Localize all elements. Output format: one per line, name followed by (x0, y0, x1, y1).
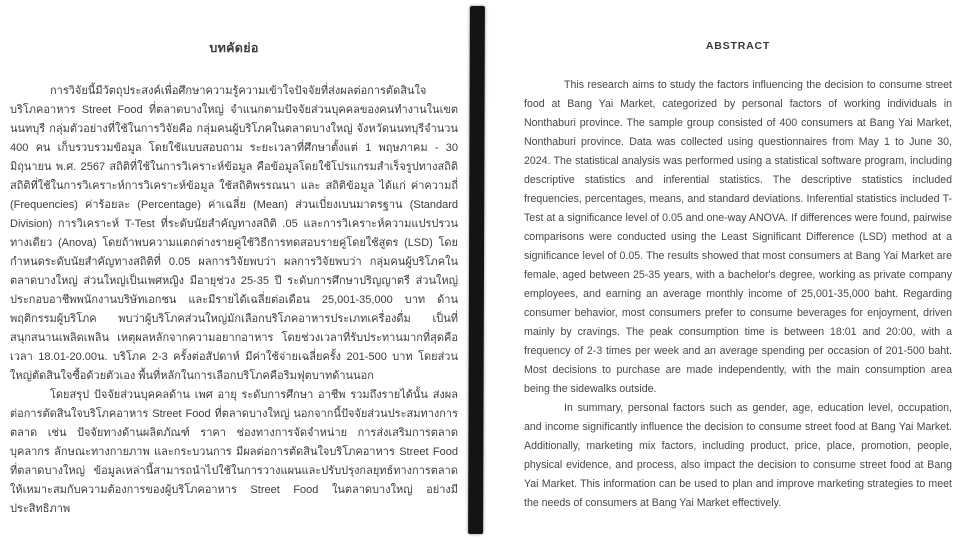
left-page-body (10, 82, 458, 519)
right-page-title: ABSTRACT (705, 40, 771, 52)
thai-abstract-paragraph-1: การวิจัยนี้มีวัตถุประสงค์เพื่อศึกษาความรู้ความเข้าใจปัจจัยที่ส่งผลต่อการตัดสินใจบริโภคอาหาร Street Food ที่ตลาดบางใหญ่ จำแนกตามปัจจัยส่วนบุคคลของคนทำงานในเขตนนทบุรี กลุ่มตัวอย่างที่ใช้ในการวิจัยคือ กลุ่มคนผู้บริโภคในตลาดบางใหญ่ จังหวัดนนทบุรีจำนวน 400 คน เก็บรวบรวมข้อมูล โดยใช้แบบสอบถาม ระยะเวลาที่ศึกษาตั้งแต่ 1 พฤษภาคม - 30 มิถุนายน พ.ศ. 2567 สถิติที่ใช้ในการวิเคราะห์ข้อมูล คือข้อมูลโดยใช้โปรแกรมสำเร็จรูปทางสถิติ สถิติที่ใช้ในการวิเคราะห์การวิเคราะห์ข้อมูล ใช้สถิติพรรณนา และ สถิติข้อมูล ได้แก่ ค่าความถี่ (Frequencies) ค่าร้อยละ (Percentage) ค่าเฉลี่ย (Mean) ส่วนเบี่ยงเบนมาตรฐาน (Standard Division) การวิเคราะห์ T-Test ที่ระดับนัยสำคัญทางสถิติ .05 และการวิเคราะห์ความแปรปรวนทางเดียว (Anova) โดยถ้าพบความแตกต่างรายคู่ใช้วิธีการทดสอบรายคู่โดยใช้สูตร (LSD) โดยกำหนดระดับนัยสำคัญทางสถิติที่ 0.05 ผลการวิจัยพบว่า ผลการวิจัยพบว่า กลุ่มคนผู้บริโภคในตลาดบางใหญ่ ส่วนใหญ่เป็นเพศหญิง มีอายุช่วง 25-35 ปี ระดับการศึกษาปริญญาตรี ส่วนใหญ่ประกอบอาชีพพนักงานบริษัทเอกชน และมีรายได้เฉลี่ยต่อเดือน 25,001-35,000 บาท ด้านพฤติกรรมผู้บริโภค พบว่าผู้บริโภคส่วนใหญ่มักเลือกบริโภคอาหารประเภทเครื่องดื่ม เป็นที่สนุกสนานเพลิดเพลิน เหตุผลหลักจากความอยากอาหาร โดยช่วงเวลาที่รับประทานมากที่สุดคือเวลา 18.01-20.00น. บริโภค 2-3 ครั้งต่อสัปดาห์ มีค่าใช้จ่ายเฉลี่ยครั้ง 201-500 บาท โดยส่วนใหญ่ตัดสินใจซื้อด้วยตัวเอง พื้นที่หลักในการเลือกบริโภคคือริมฟุตบาทด้านนอก (10, 85, 458, 382)
page-left-thai-abstract (10, 0, 458, 540)
book-spine-divider (468, 6, 485, 534)
left-page-title: บทคัดย่อ (209, 41, 259, 55)
page-right-english-abstract (524, 0, 952, 540)
english-abstract-paragraph-2: In summary, personal factors such as gender, age, education level, occupation, and income significantly influence the decision to consume street food at Bang Yai Market. Additionally, marketing mix factors, including product, price, place, promotion, people, physical evidence, and process, also impact the decision to consume street food at Bang Yai Market. This information can be used to plan and improve marketing strategies to meet the needs of consumers at Bang Yai Market effectively. (524, 402, 952, 509)
thai-abstract-paragraph-2: โดยสรุป ปัจจัยส่วนบุคคลด้าน เพศ อายุ ระดับการศึกษา อาชีพ รวมถึงรายได้นั้น ส่งผลต่อการตัดสินใจบริโภคอาหาร Street Food ที่ตลาดบางใหญ่ นอกจากนี้ปัจจัยส่วนประสมทางการตลาด เช่น ปัจจัยทางด้านผลิตภัณฑ์ ราคา ช่องทางการจัดจำหน่าย การส่งเสริมการตลาด บุคลากร ลักษณะทางกายภาพ และกระบวนการ มีผลต่อการตัดสินใจบริโภคอาหาร Street Food ที่ตลาดบางใหญ่ ข้อมูลเหล่านี้สามารถนำไปใช้ในการวางแผนและปรับปรุงกลยุทธ์ทางการตลาดให้เหมาะสมกับความต้องการของผู้บริโภคอาหาร Street Food ในตลาดบางใหญ่ อย่างมีประสิทธิภาพ (10, 389, 458, 515)
english-abstract-paragraph-1: This research aims to study the factors influencing the decision to consume street food at Bang Yai Market, categorized by personal factors of working individuals in Nonthaburi province. The sample group consisted of 400 consumers at Bang Yai Market, Nonthaburi province. Data was collected using questionnaires from May 1 to June 30, 2024. The statistical analysis was performed using a statistical software program, including descriptive statistics and inferential statistics. The descriptive statistics included frequencies, percentages, means, and standard deviations. Inferential statistics included T-Test at a significance level of 0.05 and one-way ANOVA. If differences were found, pairwise comparisons were conducted using the Least Significant Difference (LSD) method at a significance level of 0.05. The results showed that most consumers at Bang Yai Market are female, aged between 25-35 years, with a bachelor's degree, working as private company employees, and earning an average monthly income of 25,001-35,000 baht. Regarding consumer behavior, most consumers prefer to consume beverages for enjoyment, driven mainly by cravings. The peak consumption time is between 18:01 and 20:00, with a frequency of 2-3 times per week and an average spending per occasion of 201-500 baht. Most decisions to purchase are made independently, with the main consumption area being the sidewalks outside. (524, 79, 952, 395)
right-page-body (524, 76, 952, 513)
